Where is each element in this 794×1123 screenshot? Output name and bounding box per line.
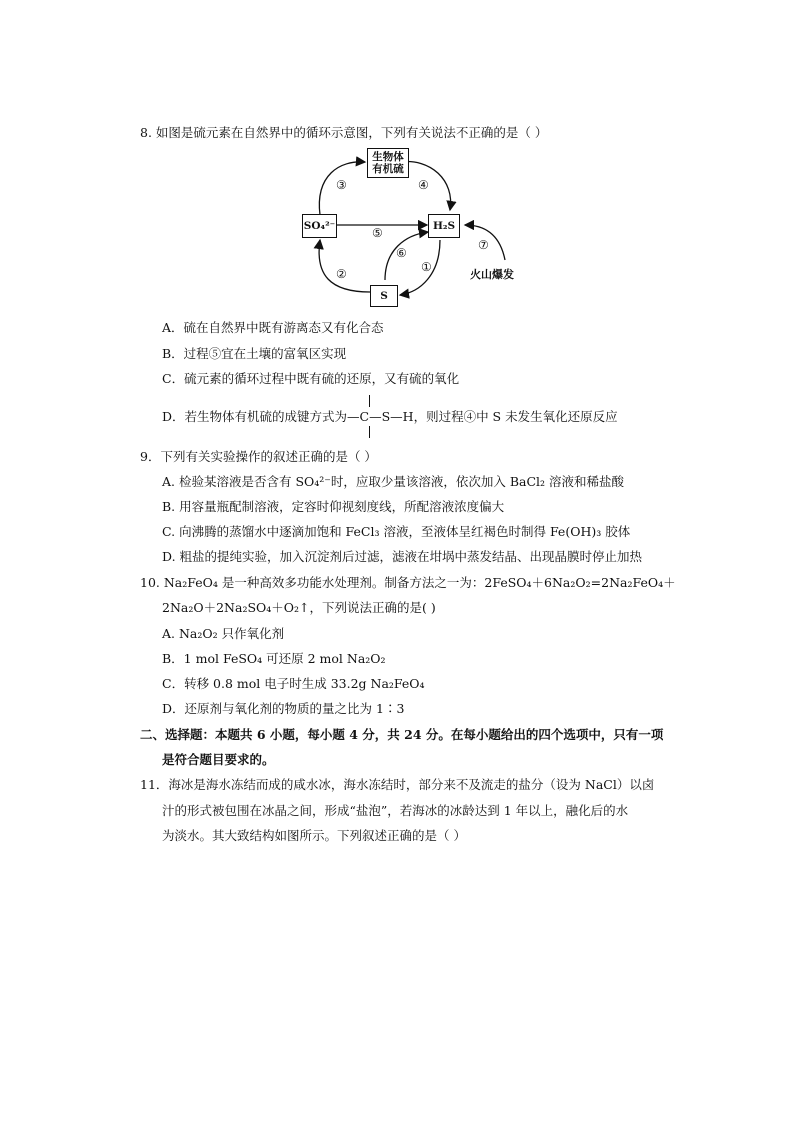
section-2-heading-line1: 二、选择题：本题共 6 小题，每小题 4 分，共 24 分。在每小题给出的四个选项中，只有一项 <box>140 727 664 742</box>
sulfur-cycle-diagram <box>290 140 550 315</box>
box-bio-organic-sulfur <box>367 148 409 178</box>
label-volcano: 火山爆发 <box>470 268 514 281</box>
q9-option-b: B. 用容量瓶配制溶液，定容时仰视刻度线，所配溶液浓度偏大 <box>162 499 505 514</box>
question-11-line2: 汁的形式被包围在冰晶之间，形成“盐泡”，若海冰的冰龄达到 1 年以上，融化后的水 <box>162 803 629 818</box>
q10-option-c: C．转移 0.8 mol 电子时生成 33.2g Na₂FeO₄ <box>162 676 425 691</box>
question-11-line1: 11．海冰是海水冻结而成的咸水冰，海水冻结时，部分来不及流走的盐分（设为 NaCl）以卤 <box>140 777 655 792</box>
q10-option-d: D．还原剂与氧化剂的物质的量之比为 1∶3 <box>162 701 405 716</box>
q8-option-d-prefix: D．若生物体有机硫的成键方式为 <box>162 409 348 424</box>
box-sulfate: SO₄²⁻ <box>302 214 337 238</box>
q9-option-a: A. 检验某溶液是否含有 SO₄²⁻时，应取少量该溶液，依次加入 BaCl₂ 溶液和稀盐酸 <box>162 474 625 489</box>
q8-option-d-suffix: ，则过程④中 S 未发生氧化还原反应 <box>413 409 618 424</box>
q10-option-a: A. Na₂O₂ 只作氧化剂 <box>162 626 285 641</box>
question-10-stem-line1: 10. Na₂FeO₄ 是一种高效多功能水处理剂。制备方法之一为：2FeSO₄＋6Na₂O₂=2Na₂FeO₄＋ <box>140 575 676 590</box>
q8-option-a: A．硫在自然界中既有游离态又有化合态 <box>162 320 384 335</box>
label-process-1: ① <box>421 260 432 274</box>
question-10-stem-line2: 2Na₂O＋2Na₂SO₄＋O₂↑，下列说法正确的是( ) <box>162 600 436 615</box>
question-11-line3: 为淡水。其大致结构如图所示。下列叙述正确的是（ ） <box>162 828 466 843</box>
q8-option-d <box>162 409 618 425</box>
q9-option-c: C. 向沸腾的蒸馏水中逐滴加饱和 FeCl₃ 溶液，至液体呈红褐色时制得 Fe(OH)₃ 胶体 <box>162 524 631 539</box>
question-9-stem: 9．下列有关实验操作的叙述正确的是（ ） <box>140 449 377 464</box>
box-bio-line2: 有机硫 <box>372 163 404 175</box>
question-8-stem: 8. 如图是硫元素在自然界中的循环示意图，下列有关说法不正确的是（ ） <box>140 125 548 140</box>
box-h2s: H₂S <box>428 214 460 238</box>
label-process-3: ③ <box>336 178 347 192</box>
bond-down <box>369 426 370 438</box>
box-sulfur: S <box>370 285 398 307</box>
label-process-4: ④ <box>418 178 429 192</box>
section-2-heading-line2: 是符合题目要求的。 <box>162 752 275 767</box>
label-process-7: ⑦ <box>478 238 489 252</box>
q8-option-d-structure <box>347 409 414 425</box>
q9-option-d: D. 粗盐的提纯实验，加入沉淀剂后过滤，滤液在坩埚中蒸发结晶、出现晶膜时停止加热 <box>162 549 643 564</box>
label-process-5: ⑤ <box>372 226 383 240</box>
label-process-6: ⑥ <box>396 246 407 260</box>
q10-option-b: B．1 mol FeSO₄ 可还原 2 mol Na₂O₂ <box>162 651 386 666</box>
arrow-2 <box>319 240 370 292</box>
structure-text: —C—S—H <box>347 409 414 424</box>
label-process-2: ② <box>336 267 347 281</box>
q8-option-c: C．硫元素的循环过程中既有硫的还原，又有硫的氧化 <box>162 371 460 386</box>
box-bio-line1: 生物体 <box>372 151 404 163</box>
q8-option-b: B．过程⑤宜在土壤的富氧区实现 <box>162 346 347 361</box>
bond-up <box>369 395 370 407</box>
